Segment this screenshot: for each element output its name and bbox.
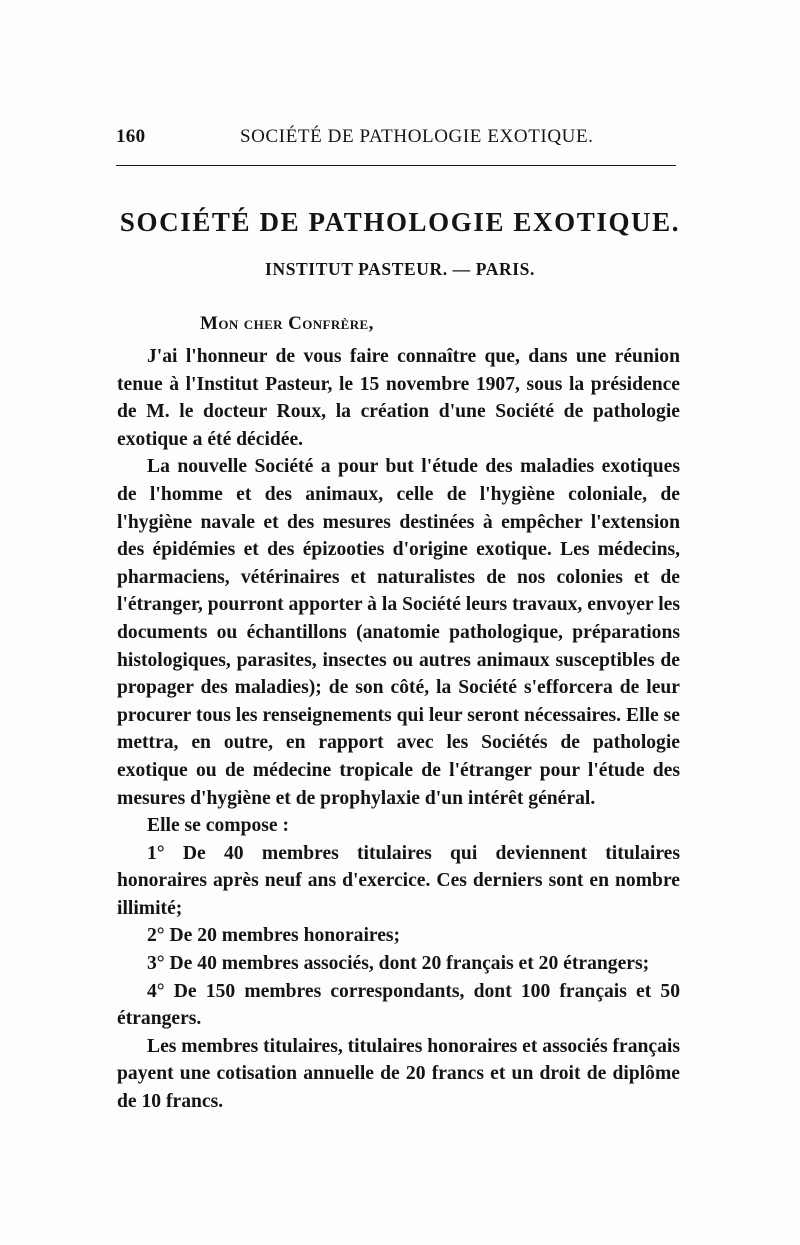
list-item-honoraires: 2° De 20 membres honoraires; — [147, 925, 401, 947]
page-number: 160 — [116, 126, 146, 147]
list-item-titulaires: 1° De 40 membres titulaires qui deviennent titulaires honoraires après neuf ans d'exercice. Ces derniers sont en nombre illimité; — [117, 842, 680, 919]
running-header — [116, 126, 676, 156]
document-subtitle: INSTITUT PASTEUR. — PARIS. — [265, 259, 535, 279]
running-title: SOCIÉTÉ DE PATHOLOGIE EXOTIQUE. — [240, 126, 594, 147]
paragraph-announcement: J'ai l'honneur de vous faire connaître que, dans une réunion tenue à l'Institut Pasteur, le 15 novembre 1907, sous la présidence de M. le docteur Roux, la création d'une Société de pathologie exotique a été décidée. — [117, 346, 680, 450]
list-item-correspondants: 4° De 150 membres correspondants, dont 100 français et 50 étrangers. — [117, 980, 680, 1030]
paragraph-cotisation: Les membres titulaires, titulaires honoraires et associés français payent une cotisation annuelle de 20 francs et un droit de diplôme de 10 francs. — [117, 1035, 680, 1113]
paragraph-purpose: La nouvelle Société a pour but l'étude des maladies exotiques de l'homme et des animaux, celle de l'hygiène coloniale, de l'hygiène navale et des mesures destinées à empêcher l'extension des épidémies et des épizooties d'origine exotique. Les médecins, pharmaciens, vétérinaires et naturalistes de nos colonies et de l'étranger, pourront apporter à la Société leurs travaux, envoyer les documents ou échantillons (anatomie pathologique, préparations histologiques, parasites, insectes ou autres animaux susceptibles de propager des maladies); de son côté, la Société s'efforcera de leur procurer tous les renseignements qui leur seront nécessaires. Elle se mettra, en outre, en rapport avec les Sociétés de pathologie exotique ou de médecine tropicale de l'étranger pour l'étude des mesures d'hygiène et de prophylaxie d'un intérêt général. — [117, 456, 680, 809]
body-text — [117, 343, 680, 1116]
salutation: Mon cher Confrère, — [200, 313, 374, 334]
header-rule — [116, 165, 676, 166]
list-item-associes: 3° De 40 membres associés, dont 20 français et 20 étrangers; — [147, 953, 650, 975]
paragraph-composition-intro: Elle se compose : — [147, 815, 290, 837]
document-title: SOCIÉTÉ DE PATHOLOGIE EXOTIQUE. — [119, 207, 681, 237]
